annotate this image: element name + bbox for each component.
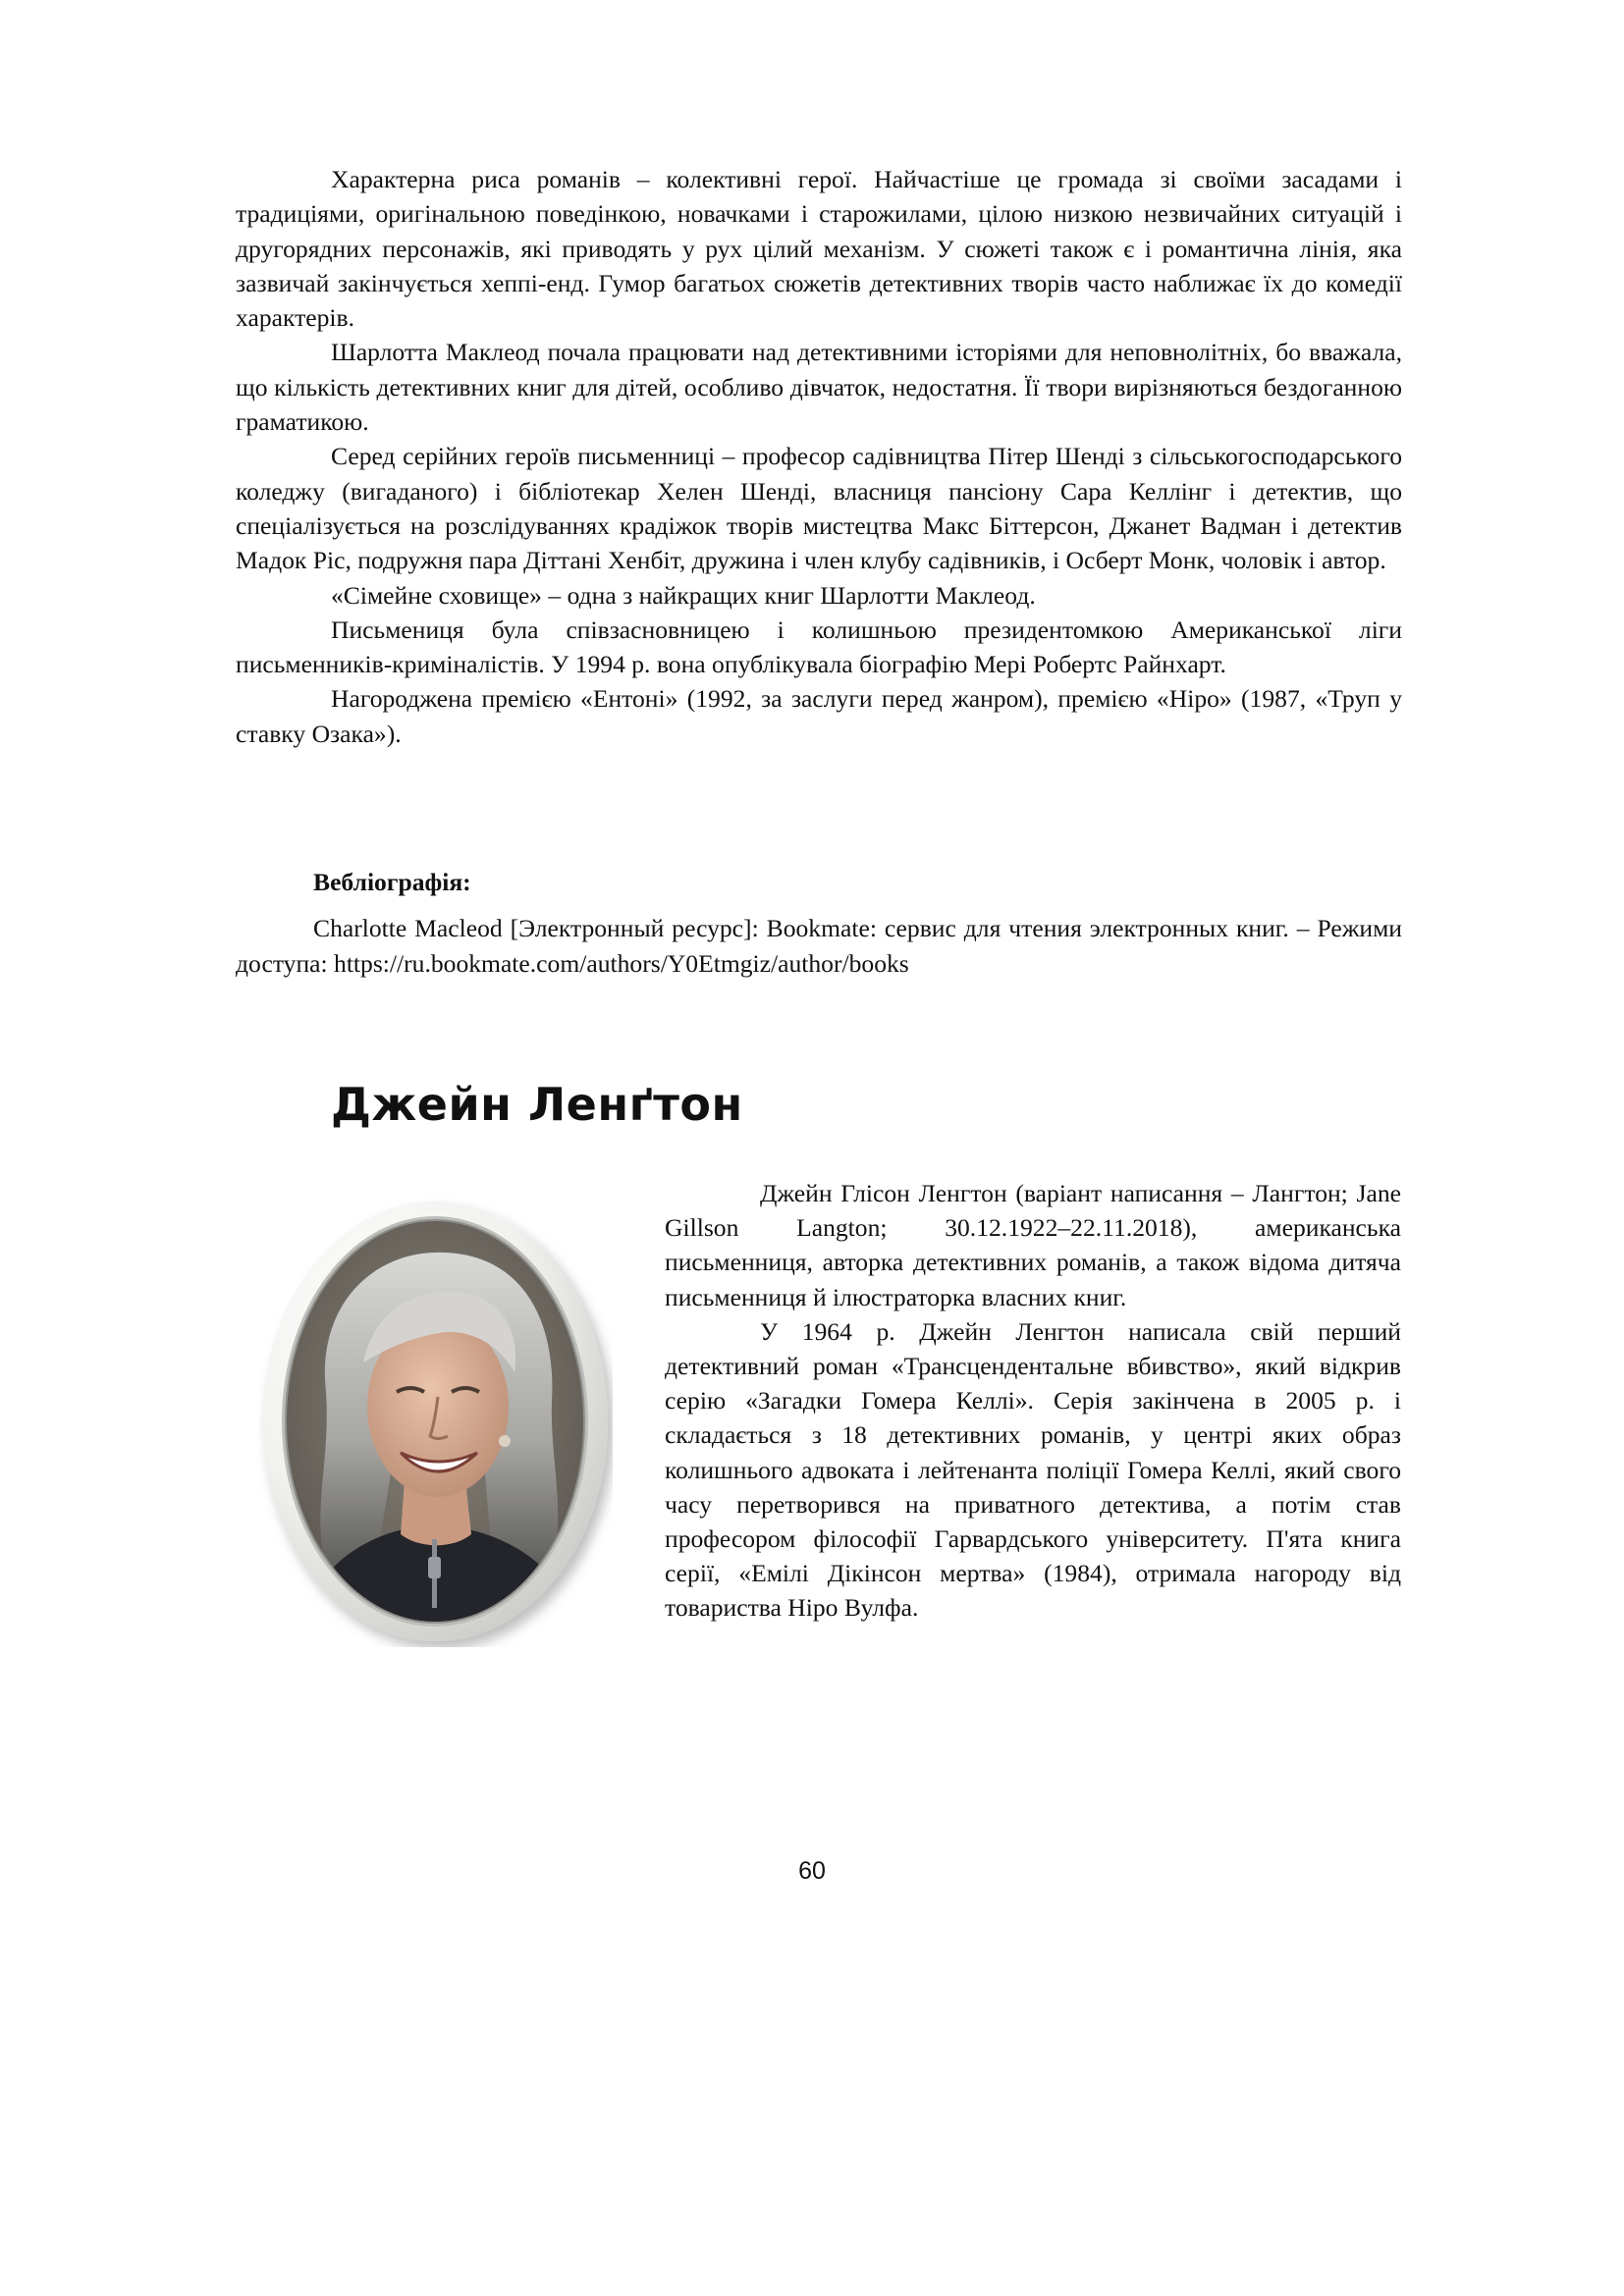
bibliography-heading: Вебліографія:	[313, 868, 471, 896]
paragraph-youth-stories: Шарлотта Маклеод почала працювати над детективними історіями для неповнолітніх, бо вважала, що кількість детективних книг для дітей, особливо дівчаток, недостатня. Її твори вирізняються бездоганною граматикою.	[236, 338, 1402, 437]
paragraph-best-book: «Сімейне сховище» – одна з найкращих книг Шарлотти Маклеод.	[331, 580, 1036, 610]
paragraph-collective-heroes: Характерна риса романів – колективні герої. Найчастіше це громада зі своїми засадами і традиціями, оригінальною поведінкою, новачками і старожилами, цілою низкою незвичайних ситуацій і другорядних персонажів, які приводять у рух цілий механізм. У сюжеті також є і романтична лінія, яка зазвичай закінчується хеппі-енд. Гумор багатьох сюжетів детективних творів часто наближає їх до комедії характерів.	[236, 165, 1402, 333]
bibliography-entry	[236, 911, 1402, 982]
portrait-oval-frame	[257, 1196, 613, 1647]
article-body-charlotte-macleod	[236, 162, 1402, 751]
portrait-photo	[257, 1196, 613, 1647]
paragraph-biography: Джейн Глісон Ленгтон (варіант написання – Лангтон; Jane Gillson Langton; 30.12.1922–22.11.2018), американська письменниця, авторка детективних романів, а також відома дитяча письменниця й ілюстраторка власних книг.	[665, 1179, 1401, 1311]
author-portrait	[257, 1196, 613, 1647]
paragraph-awards: Нагороджена премією «Ентоні» (1992, за заслуги перед жанром), премією «Ніро» (1987, «Труп у ставку Озака»).	[236, 684, 1402, 748]
paragraph-cofounder: Письмениця була співзасновницею і колишньою президентомкою Американської ліги письменників-криміналістів. У 1994 р. вона опублікувала біографію Мері Робертс Райнхарт.	[236, 614, 1402, 679]
article-body-jane-langton	[665, 1176, 1401, 1626]
paragraph-homer-kelly-series: У 1964 р. Джейн Ленгтон написала свій перший детективний роман «Трансцендентальне вбивство», який відкрив серію «Загадки Гомера Келлі». Серія закінчена в 2005 р. і складається з 18 детективних романів, у центрі яких образ колишнього адвоката і лейтенанта поліції Гомера Келлі, який свого часу перетворився на приватного детектива, а потім став професором філософії Гарвардського університету. П'ята книга серії, «Емілі Дікінсон мертва» (1984), отримала нагороду від товариства Ніро Вулфа.	[665, 1316, 1401, 1623]
bibliography-text: Charlotte Macleod [Электронный ресурс]: Bookmate: сервис для чтения электронных книг. – Режими доступа: https://ru.bookmate.com/authors/Y0Etmgiz/author/books	[236, 914, 1402, 978]
page-number: 60	[798, 1857, 826, 1885]
section-title: Джейн Ленґтон	[331, 1078, 743, 1131]
paragraph-serial-heroes: Серед серійних героїв письменниці – професор садівництва Пітер Шенді з сільськогосподарського коледжу (вигаданого) і бібліотекар Хелен Шенді, власниця пансіону Сара Келлінг і детектив, що спеціалізується на розслідуваннях крадіжок творів мистецтва Макс Біттерсон, Джанет Вадман і детектив Мадок Ріс, подружня пара Діттані Хенбіт, дружина і член клубу садівників, і Осберт Монк, чоловік і автор.	[236, 442, 1402, 575]
